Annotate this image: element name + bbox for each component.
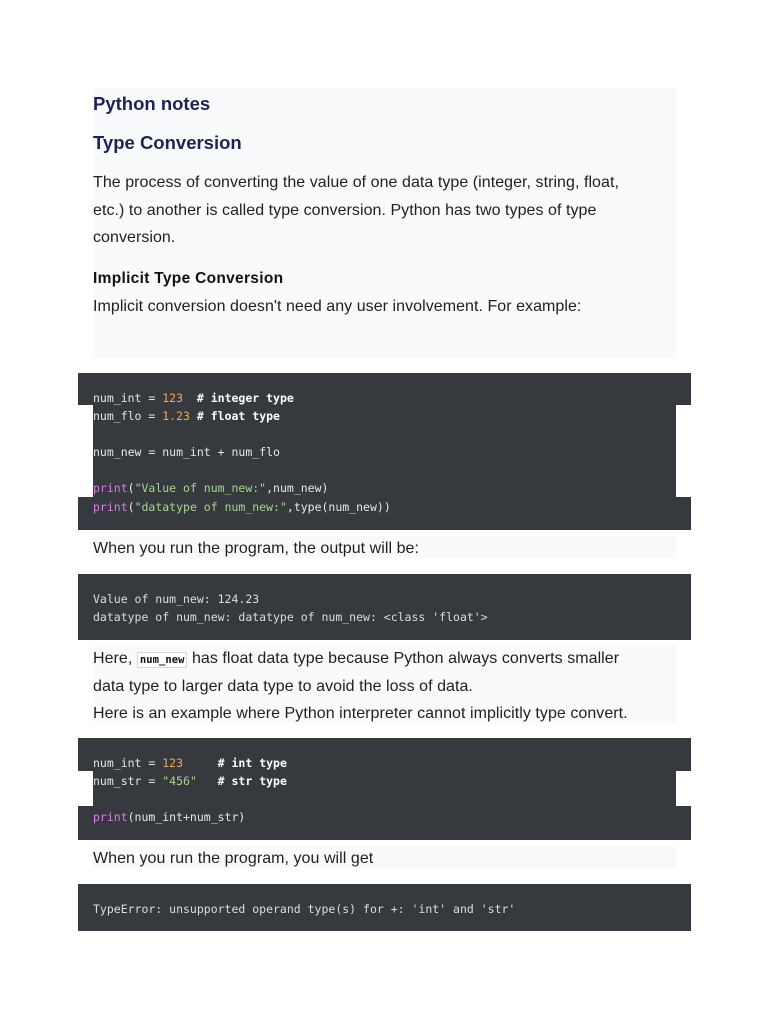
code-edge-right xyxy=(676,771,691,806)
output-line: datatype of num_new: datatype of num_new: <class 'float'> xyxy=(93,610,488,624)
explain-line-1: Here, num_new has float data type because Python always converts smaller xyxy=(93,650,620,667)
output-block-2 xyxy=(78,884,691,931)
code-line: print("Value of num_new:",num_new) xyxy=(93,481,329,495)
code-block-explicit xyxy=(78,738,691,840)
code-edge-left xyxy=(78,405,93,497)
output-block-1 xyxy=(78,574,691,640)
implicit-desc: Implicit conversion doesn't need any user involvement. For example: xyxy=(93,298,582,315)
output-line: Value of num_new: 124.23 xyxy=(93,592,260,606)
implicit-heading: Implicit Type Conversion xyxy=(93,270,284,287)
notes-title: Python notes xyxy=(93,93,211,114)
code-edge-left xyxy=(78,771,93,806)
code-line: num_str = "456" # str type xyxy=(93,774,287,788)
output-line: TypeError: unsupported operand type(s) for +: 'int' and 'str' xyxy=(93,902,516,916)
code-edge-right xyxy=(676,405,691,497)
section-title: Type Conversion xyxy=(93,132,242,153)
code-line: print("datatype of num_new:",type(num_new)) xyxy=(93,500,391,514)
code-block-implicit xyxy=(78,373,691,530)
intro-line-1: The process of converting the value of one data type (integer, string, float, xyxy=(93,174,619,191)
code-line: print(num_int+num_str) xyxy=(93,810,246,824)
code-line: num_int = 123 # integer type xyxy=(93,391,294,405)
explain-line-2: data type to larger data type to avoid the loss of data. xyxy=(93,677,473,695)
intro-line-2: etc.) to another is called type conversion. Python has two types of type xyxy=(93,201,597,219)
code-line: num_new = num_int + num_flo xyxy=(93,445,280,459)
code-line: num_int = 123 # int type xyxy=(93,756,287,770)
run1-text: When you run the program, the output will be: xyxy=(93,540,419,557)
explain-line-3: Here is an example where Python interpreter cannot implicitly type convert. xyxy=(93,705,628,722)
inline-code-num-new: num_new xyxy=(137,652,188,668)
intro-line-3: conversion. xyxy=(93,229,176,246)
code-line: num_flo = 1.23 # float type xyxy=(93,409,280,423)
run2-text: When you run the program, you will get xyxy=(93,850,374,867)
